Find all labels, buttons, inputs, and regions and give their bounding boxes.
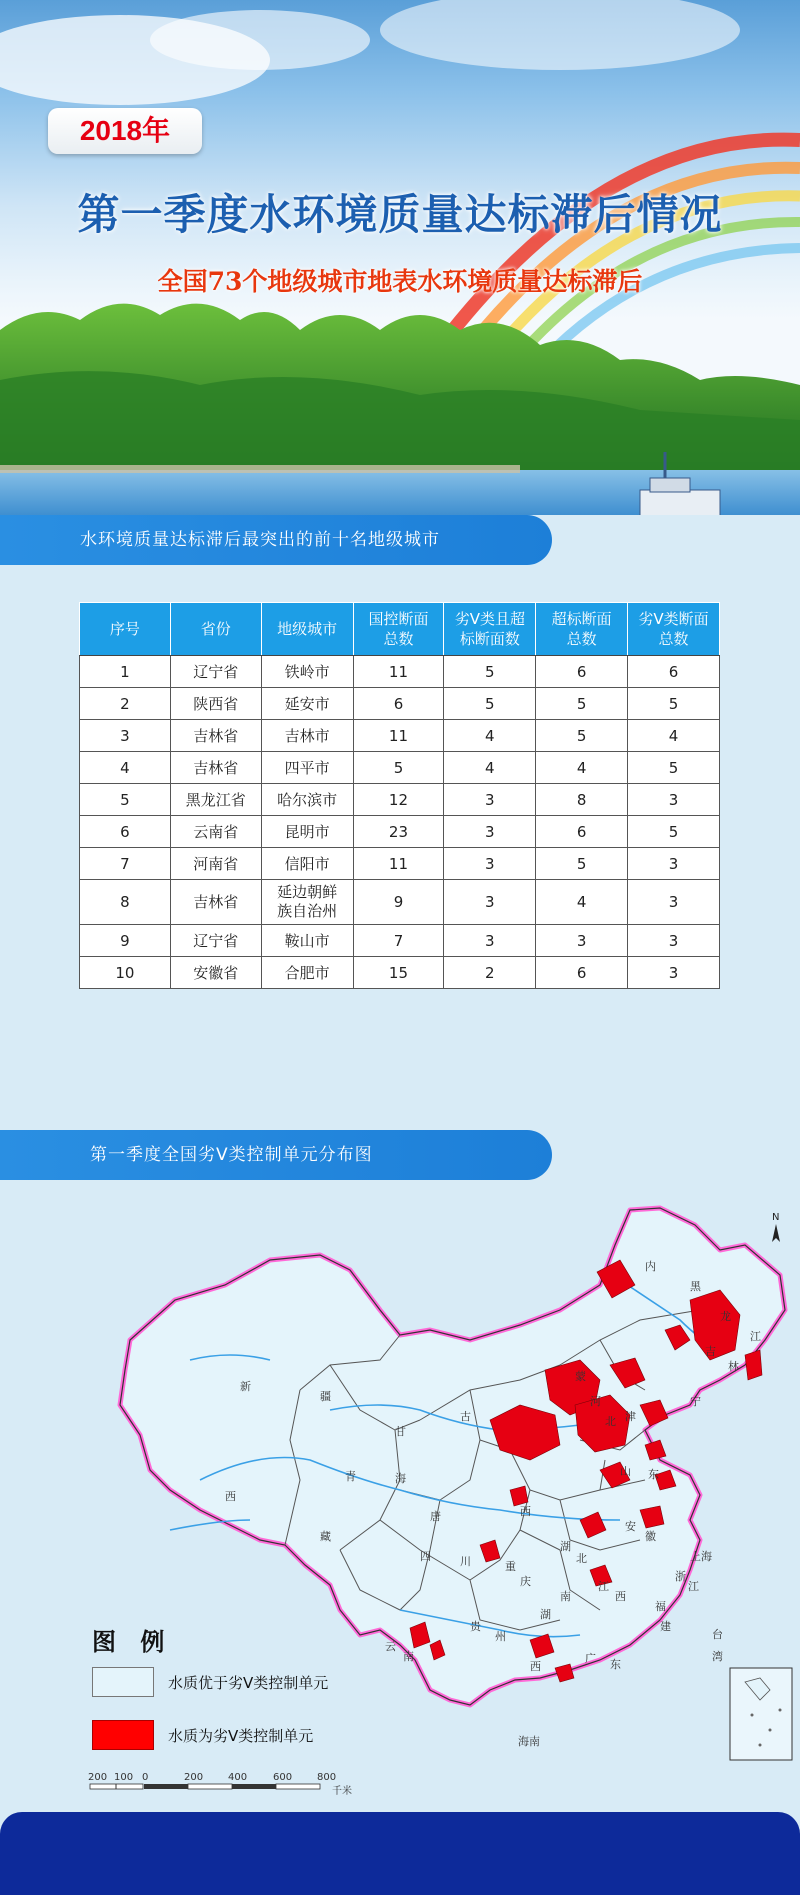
header-province: 省份 <box>170 603 261 656</box>
footer-band <box>0 1812 800 1895</box>
table-cell: 5 <box>628 688 720 720</box>
china-outline <box>120 1208 785 1705</box>
svg-text:江: 江 <box>598 1580 609 1593</box>
table-cell: 6 <box>628 656 720 688</box>
svg-text:西: 西 <box>615 1590 626 1603</box>
header-rank: 序号 <box>80 603 171 656</box>
header-worse-v-total: 劣Ⅴ类断面 总数 <box>628 603 720 656</box>
table-cell: 11 <box>353 656 444 688</box>
table-cell: 11 <box>353 720 444 752</box>
svg-text:青: 青 <box>345 1470 356 1483</box>
svg-text:东: 东 <box>648 1468 659 1481</box>
table-cell: 12 <box>353 784 444 816</box>
svg-text:甘: 甘 <box>395 1425 406 1438</box>
table-row <box>80 925 720 957</box>
svg-text:四: 四 <box>420 1550 431 1563</box>
svg-text:庆: 庆 <box>520 1575 531 1588</box>
table-cell: 3 <box>444 784 536 816</box>
svg-text:上海: 上海 <box>690 1550 712 1563</box>
table-row <box>80 848 720 880</box>
table-cell: 2 <box>444 957 536 989</box>
svg-text:建: 建 <box>660 1620 671 1633</box>
table-cell: 6 <box>536 816 628 848</box>
svg-text:福: 福 <box>655 1600 666 1613</box>
table-cell: 5 <box>80 784 171 816</box>
table-cell: 7 <box>353 925 444 957</box>
svg-text:400: 400 <box>228 1772 248 1783</box>
table-cell: 信阳市 <box>261 848 353 880</box>
table-cell: 5 <box>444 656 536 688</box>
svg-text:贵: 贵 <box>470 1620 481 1633</box>
legend-title: 图 例 <box>92 1627 173 1656</box>
table-row <box>80 816 720 848</box>
table-cell: 6 <box>353 688 444 720</box>
table-cell: 哈尔滨市 <box>261 784 353 816</box>
header-city: 地级城市 <box>261 603 353 656</box>
header-total-sections: 国控断面 总数 <box>353 603 444 656</box>
svg-text:川: 川 <box>460 1555 471 1568</box>
hero-banner <box>0 0 800 515</box>
table-row <box>80 656 720 688</box>
main-title: 第一季度水环境质量达标滞后情况 <box>77 190 723 239</box>
svg-text:600: 600 <box>273 1772 293 1783</box>
svg-text:吉: 吉 <box>705 1345 716 1358</box>
svg-text:西: 西 <box>225 1490 236 1503</box>
south-china-sea-inset <box>730 1668 792 1760</box>
table-cell: 安徽省 <box>170 957 261 989</box>
table-cell: 辽宁省 <box>170 925 261 957</box>
svg-text:津: 津 <box>625 1410 636 1423</box>
table-row <box>80 688 720 720</box>
svg-text:200: 200 <box>88 1772 108 1783</box>
svg-text:州: 州 <box>495 1630 506 1643</box>
svg-text:西: 西 <box>520 1505 531 1518</box>
table-row <box>80 720 720 752</box>
table-cell: 陕西省 <box>170 688 261 720</box>
svg-text:重: 重 <box>505 1560 516 1573</box>
ranking-table <box>79 602 720 989</box>
svg-text:山: 山 <box>620 1465 631 1478</box>
svg-text:安: 安 <box>625 1520 636 1533</box>
table-cell: 23 <box>353 816 444 848</box>
svg-text:千米: 千米 <box>332 1786 352 1797</box>
svg-text:西: 西 <box>530 1660 541 1673</box>
table-cell: 3 <box>628 880 720 925</box>
table-cell: 延安市 <box>261 688 353 720</box>
sub-title: 全国73个地级城市地表水环境质量达标滞后 <box>157 267 643 296</box>
svg-text:南: 南 <box>403 1650 414 1663</box>
table-cell: 辽宁省 <box>170 656 261 688</box>
table-cell: 河南省 <box>170 848 261 880</box>
svg-text:湖: 湖 <box>560 1540 571 1553</box>
table-cell: 3 <box>536 925 628 957</box>
svg-text:内: 内 <box>645 1260 656 1273</box>
table-cell: 吉林省 <box>170 720 261 752</box>
table-cell: 4 <box>444 720 536 752</box>
table-cell: 4 <box>536 880 628 925</box>
svg-text:新: 新 <box>240 1380 251 1393</box>
svg-text:100: 100 <box>114 1772 134 1783</box>
city-yanbian: 延边朝鲜 族自治州 <box>261 880 353 925</box>
svg-text:藏: 藏 <box>320 1530 331 1543</box>
table-cell: 9 <box>80 925 171 957</box>
table-cell: 3 <box>444 880 536 925</box>
table-cell: 1 <box>80 656 171 688</box>
svg-text:200: 200 <box>184 1772 204 1783</box>
table-cell: 吉林省 <box>170 752 261 784</box>
table-cell: 8 <box>536 784 628 816</box>
table-cell: 3 <box>444 848 536 880</box>
svg-text:江: 江 <box>688 1580 699 1593</box>
table-row <box>80 784 720 816</box>
china-map <box>0 1190 800 1790</box>
svg-text:徽: 徽 <box>645 1530 656 1543</box>
table-cell: 3 <box>444 925 536 957</box>
svg-text:古: 古 <box>460 1410 471 1423</box>
table-cell: 吉林省 <box>170 880 261 925</box>
table-cell: 4 <box>536 752 628 784</box>
svg-text:南: 南 <box>560 1590 571 1603</box>
svg-text:唐: 唐 <box>430 1510 441 1523</box>
table-cell: 合肥市 <box>261 957 353 989</box>
table-cell: 4 <box>80 752 171 784</box>
svg-text:龙: 龙 <box>720 1310 731 1323</box>
table-cell: 5 <box>628 816 720 848</box>
north-arrow-icon <box>772 1212 780 1242</box>
table-cell: 15 <box>353 957 444 989</box>
table-cell: 8 <box>80 880 171 925</box>
section-header-top-ten <box>0 515 552 565</box>
svg-text:海南: 海南 <box>518 1735 540 1748</box>
table-cell: 10 <box>80 957 171 989</box>
svg-text:疆: 疆 <box>320 1390 331 1403</box>
svg-text:N: N <box>772 1212 780 1223</box>
header-worse-v-exceed: 劣Ⅴ类且超 标断面数 <box>444 603 536 656</box>
table-cell: 5 <box>353 752 444 784</box>
table-cell: 2 <box>80 688 171 720</box>
table-cell: 4 <box>444 752 536 784</box>
table-cell: 铁岭市 <box>261 656 353 688</box>
svg-text:河: 河 <box>590 1395 601 1408</box>
svg-text:海: 海 <box>395 1472 406 1485</box>
table-cell: 3 <box>628 848 720 880</box>
table-row <box>80 752 720 784</box>
scale-bar <box>88 1770 358 1800</box>
table-cell: 云南省 <box>170 816 261 848</box>
table-row <box>80 880 720 925</box>
table-cell: 3 <box>80 720 171 752</box>
table-cell: 四平市 <box>261 752 353 784</box>
legend-label-bad: 水质为劣V类控制单元 <box>168 1727 314 1745</box>
svg-text:林: 林 <box>728 1360 739 1373</box>
svg-text:黑: 黑 <box>690 1280 701 1293</box>
china-map-svg <box>0 1190 800 1790</box>
table-cell: 3 <box>628 784 720 816</box>
table-cell: 5 <box>536 848 628 880</box>
section-title: 第一季度全国劣Ⅴ类控制单元分布图 <box>90 1145 373 1165</box>
svg-text:宁: 宁 <box>690 1395 701 1408</box>
table-cell: 3 <box>628 925 720 957</box>
table-cell: 7 <box>80 848 171 880</box>
table-cell: 3 <box>628 957 720 989</box>
table-cell: 4 <box>628 720 720 752</box>
svg-text:800: 800 <box>317 1772 337 1783</box>
table-cell: 鞍山市 <box>261 925 353 957</box>
hero-landscape <box>0 0 800 515</box>
table-cell: 6 <box>536 656 628 688</box>
table-cell: 6 <box>536 957 628 989</box>
table-row <box>80 957 720 989</box>
svg-text:云: 云 <box>385 1640 396 1653</box>
svg-text:东: 东 <box>610 1658 621 1671</box>
table-cell: 9 <box>353 880 444 925</box>
svg-text:蒙: 蒙 <box>575 1370 586 1383</box>
svg-text:北: 北 <box>576 1552 587 1565</box>
table-cell: 5 <box>536 688 628 720</box>
table-cell: 11 <box>353 848 444 880</box>
table-cell: 5 <box>536 720 628 752</box>
svg-text:浙: 浙 <box>675 1570 686 1583</box>
svg-text:北: 北 <box>605 1415 616 1428</box>
svg-text:湾: 湾 <box>712 1650 723 1663</box>
legend-label-good: 水质优于劣V类控制单元 <box>168 1674 329 1692</box>
svg-text:湖: 湖 <box>540 1608 551 1621</box>
table-cell: 吉林市 <box>261 720 353 752</box>
table-header-row <box>80 603 720 656</box>
table-cell: 5 <box>444 688 536 720</box>
section-title: 水环境质量达标滞后最突出的前十名地级城市 <box>80 530 440 550</box>
svg-text:台: 台 <box>712 1628 723 1641</box>
svg-text:江: 江 <box>750 1330 761 1343</box>
svg-text:广: 广 <box>585 1652 596 1665</box>
table-cell: 黑龙江省 <box>170 784 261 816</box>
year-badge: 2018年 <box>48 108 202 154</box>
legend-swatch-bad <box>92 1720 154 1750</box>
header-exceed-total: 超标断面 总数 <box>536 603 628 656</box>
table-cell: 昆明市 <box>261 816 353 848</box>
table-cell: 5 <box>628 752 720 784</box>
svg-text:0: 0 <box>142 1772 149 1783</box>
legend-swatch-good <box>92 1667 154 1697</box>
section-header-map <box>0 1130 552 1180</box>
table-cell: 6 <box>80 816 171 848</box>
table-cell: 3 <box>444 816 536 848</box>
